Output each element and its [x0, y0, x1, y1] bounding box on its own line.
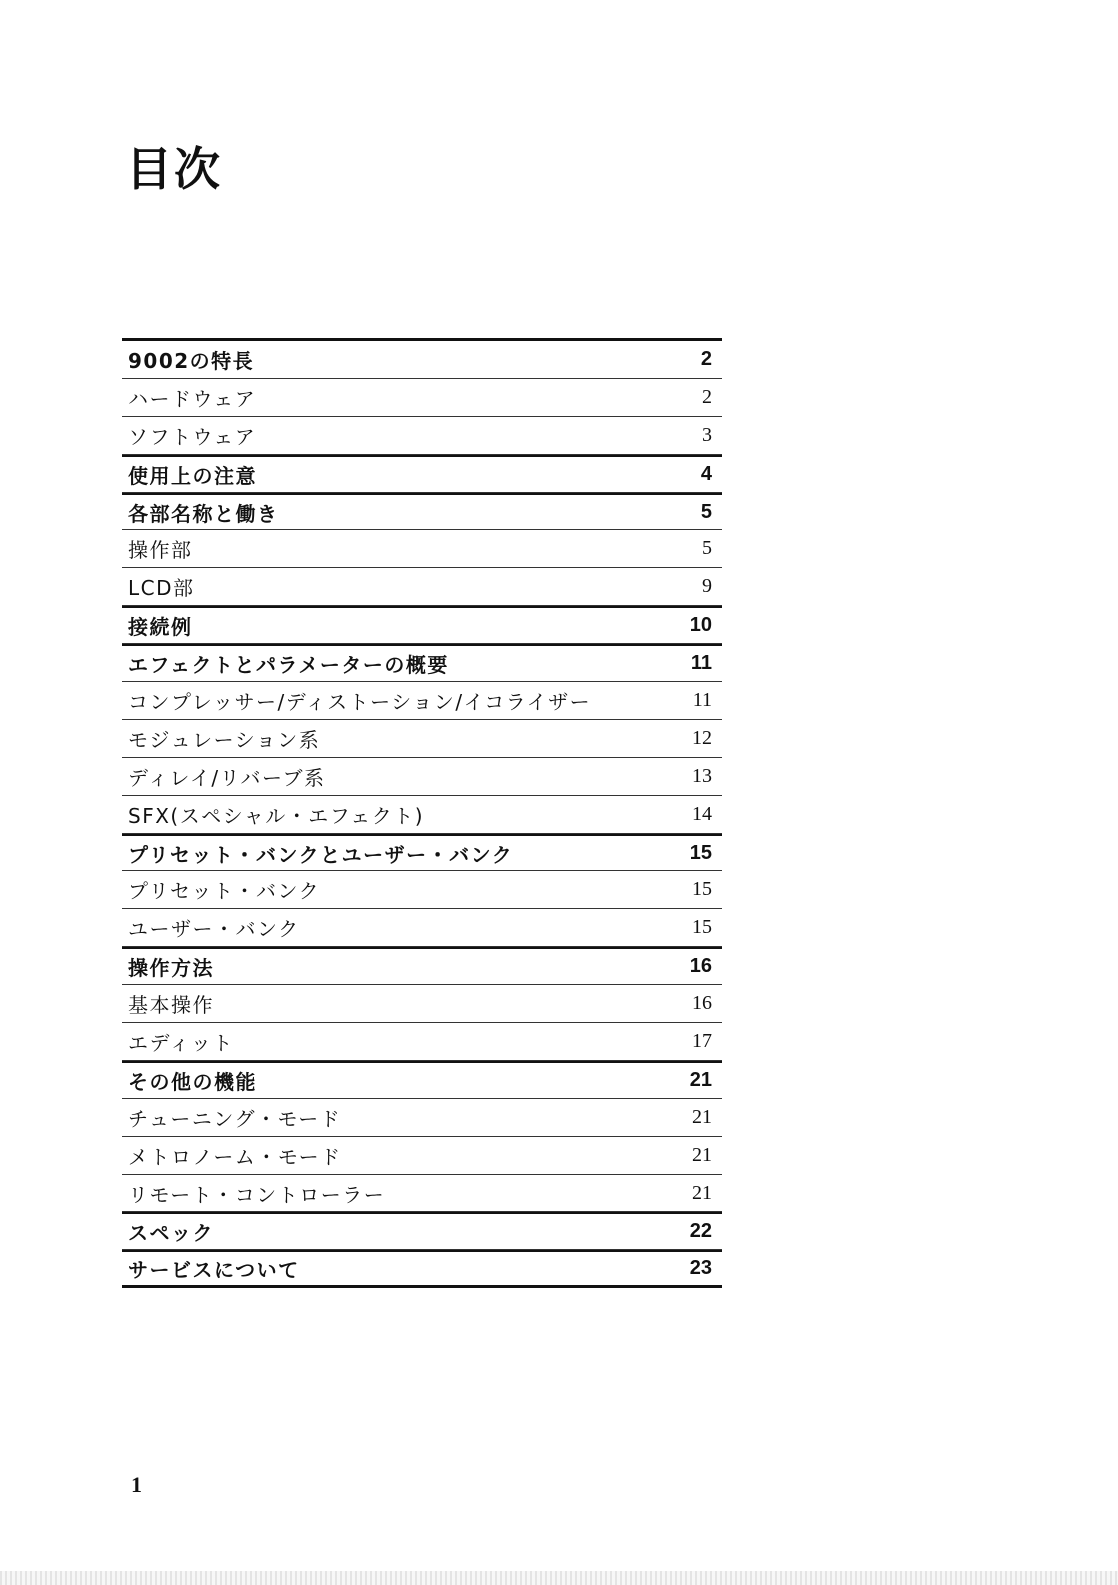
toc-entry[interactable] [122, 834, 722, 872]
toc-entry-title: プリセット・バンクとユーザー・バンク [128, 842, 514, 867]
toc-entry[interactable] [122, 1212, 722, 1250]
toc-entry-page: 9 [702, 575, 712, 598]
toc-entry[interactable] [122, 644, 722, 682]
toc-entry-title: 基本操作 [128, 993, 214, 1018]
toc-entry-title: ハードウェア [128, 386, 257, 411]
toc-entry-page: 13 [692, 764, 712, 787]
toc-entry-page: 22 [689, 1220, 712, 1243]
toc-entry[interactable] [122, 530, 722, 568]
toc-entry-page: 15 [692, 878, 712, 901]
toc-entry-title: LCD部 [128, 576, 195, 601]
toc-entry-page: 16 [689, 955, 712, 978]
toc-entry-page: 21 [692, 1105, 712, 1128]
toc-entry-title: 各部名称と働き [128, 501, 279, 526]
toc-entry-page: 21 [689, 1068, 712, 1091]
toc-entry-page: 5 [700, 500, 712, 523]
toc-entry-title: チューニング・モード [128, 1106, 342, 1131]
toc-entry-title: コンプレッサー/ディストーション/イコライザー [128, 689, 592, 714]
toc-entry[interactable] [122, 341, 722, 379]
toc-entry-title: 操作方法 [128, 956, 214, 981]
toc-entry-page: 11 [690, 652, 712, 675]
toc-entry-page: 3 [702, 423, 712, 446]
toc-entry[interactable] [122, 682, 722, 720]
toc-entry[interactable] [122, 493, 722, 531]
toc-entry-title: 接続例 [128, 615, 193, 640]
toc-entry-title: 9002の特長 [128, 348, 255, 373]
toc-entry[interactable] [122, 379, 722, 417]
toc-entry-title: その他の機能 [128, 1069, 257, 1094]
toc-entry[interactable] [122, 606, 722, 644]
toc-entry[interactable] [122, 985, 722, 1023]
toc-entry-title: リモート・コントローラー [128, 1182, 386, 1207]
toc-entry-title: サービスについて [128, 1258, 300, 1283]
toc-entry[interactable] [122, 1250, 722, 1288]
toc-entry[interactable] [122, 796, 722, 834]
table-of-contents [122, 338, 722, 1288]
page-number: 1 [131, 1472, 142, 1497]
toc-entry[interactable] [122, 871, 722, 909]
toc-entry-title: プリセット・バンク [128, 879, 321, 904]
toc-entry-page: 10 [689, 614, 712, 637]
toc-entry[interactable] [122, 417, 722, 455]
toc-entry-title: メトロノーム・モード [128, 1144, 342, 1169]
toc-entry-title: エディット [128, 1030, 234, 1055]
toc-entry[interactable] [122, 568, 722, 606]
toc-entry-title: ユーザー・バンク [128, 917, 300, 942]
toc-entry-title: スペック [128, 1221, 214, 1246]
toc-entry[interactable] [122, 1061, 722, 1099]
toc-entry-title: モジュレーション系 [128, 727, 321, 752]
toc-entry[interactable] [122, 1175, 722, 1213]
toc-entry[interactable] [122, 1137, 722, 1175]
toc-entry[interactable] [122, 758, 722, 796]
toc-entry-page: 21 [692, 1181, 712, 1204]
toc-entry[interactable] [122, 720, 722, 758]
toc-entry-title: ソフトウェア [128, 424, 257, 449]
toc-entry[interactable] [122, 947, 722, 985]
toc-entry-title: ディレイ/リバーブ系 [128, 765, 326, 790]
toc-entry-page: 4 [700, 462, 712, 485]
toc-entry-page: 21 [692, 1143, 712, 1166]
toc-entry-page: 11 [692, 688, 712, 711]
toc-entry-title: 操作部 [128, 538, 193, 563]
page-title: 目次 [126, 142, 222, 196]
toc-entry[interactable] [122, 455, 722, 493]
toc-entry-page: 2 [700, 347, 712, 370]
scan-edge-noise [0, 1571, 1118, 1585]
toc-entry[interactable] [122, 909, 722, 947]
toc-entry[interactable] [122, 1023, 722, 1061]
toc-entry-page: 5 [702, 537, 712, 560]
toc-entry-title: 使用上の注意 [128, 463, 257, 488]
toc-entry[interactable] [122, 1099, 722, 1137]
toc-entry-page: 12 [692, 726, 712, 749]
toc-entry-page: 23 [689, 1257, 712, 1280]
toc-entry-title: SFX(スペシャル・エフェクト) [128, 803, 425, 828]
toc-entry-page: 14 [692, 802, 712, 825]
toc-entry-page: 15 [689, 841, 712, 864]
toc-entry-page: 2 [702, 385, 712, 408]
toc-entry-page: 15 [692, 916, 712, 939]
toc-entry-page: 16 [692, 992, 712, 1015]
toc-entry-page: 17 [692, 1029, 712, 1052]
toc-entry-title: エフェクトとパラメーターの概要 [128, 653, 449, 678]
